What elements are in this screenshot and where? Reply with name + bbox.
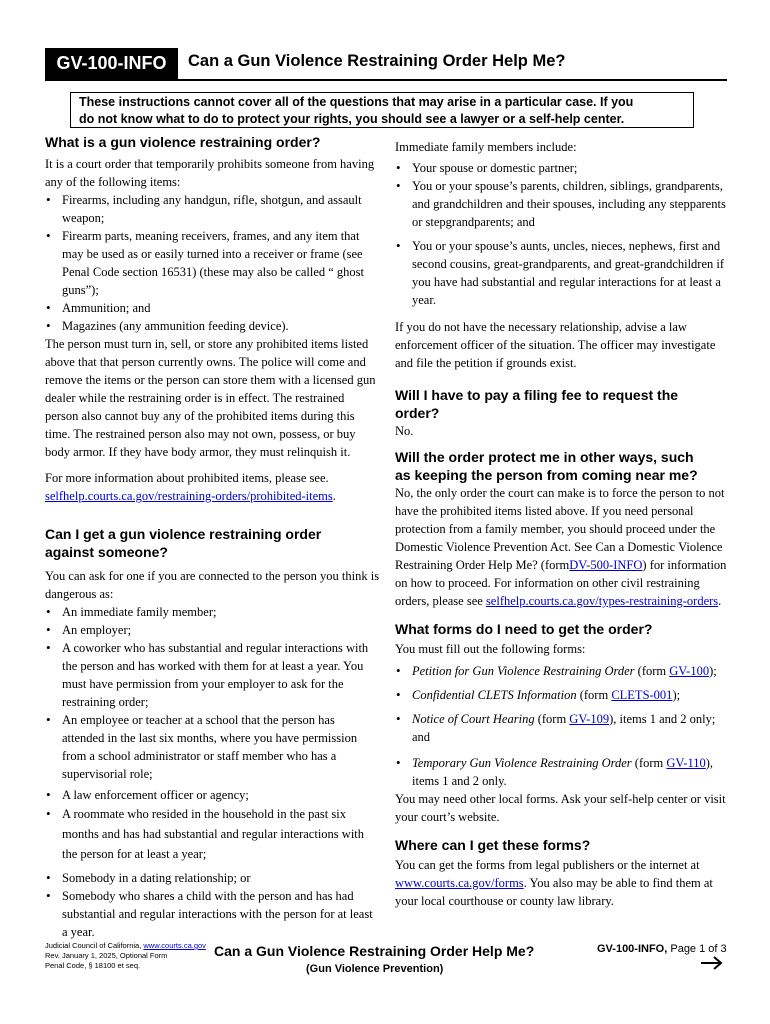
more-info-text: For more information about prohibited items, please see.: [45, 471, 329, 485]
clets-001-link[interactable]: CLETS-001: [611, 688, 673, 702]
list-item: • Confidential CLETS Information (form CLETS-001);: [396, 687, 681, 702]
list-item: • A roommate who resided in the household in the past six months and has had substantial and regular interactions with the person for at least a year;: [46, 806, 365, 861]
gv-110-link[interactable]: GV-110: [666, 756, 706, 770]
left-column: [45, 133, 380, 941]
heading-line-2: against someone?: [45, 544, 168, 560]
notice-box: [70, 92, 694, 128]
footer-council: Judicial Council of California,: [45, 941, 142, 950]
where-text: . You also may be able to find them at your local courthouse or county law library.: [395, 876, 713, 908]
list-item: • Magazines (any ammunition feeding device).: [46, 318, 289, 333]
courts-website-link[interactable]: www.courts.ca.gov: [143, 941, 206, 950]
heading-line-1: Can I get a gun violence restraining order: [45, 526, 322, 542]
protect-text: ) for information on how to proceed. For information on other civil restraining orders, please see: [395, 558, 727, 608]
list-item: • An immediate family member;: [46, 604, 217, 619]
page-number: [597, 943, 727, 955]
list-item: • Firearms, including any handgun, rifle, shotgun, and assault weapon;: [46, 192, 362, 225]
no-relationship-paragraph: If you do not have the necessary relationship, advise a law enforcement officer of the situation. The officer may investigate and file the petition if grounds exist.: [395, 320, 716, 370]
header-rule: [45, 79, 727, 81]
right-column: [395, 138, 730, 910]
notice-line-1: These instructions cannot cover all of the questions that may arise in a particular case. If you: [79, 95, 634, 109]
protect-text: .: [718, 594, 722, 608]
footer-form-id: GV-100-INFO,: [597, 943, 668, 955]
form-id-badge: GV-100-INFO: [45, 48, 178, 79]
prohibited-items-list: [45, 191, 380, 335]
section-heading-can-i-get: [45, 525, 380, 561]
section-intro: It is a court order that temporarily prohibits someone from having any of the following items:: [45, 157, 375, 189]
list-item: • A coworker who has substantial and regular interactions with the person and has worked with them for at least a year. You must have permission from your employer to ask for the restraining order;: [46, 640, 369, 709]
protect-text: (form: [540, 558, 570, 572]
where-text: You can get the forms from legal publishers or the internet at: [395, 858, 700, 872]
gv-100-link[interactable]: GV-100: [669, 664, 710, 678]
list-item: • Firearm parts, meaning receivers, frames, and any item that may be used as or easily turned into a receiver or frame (see Penal Code section 16531) (these may also be called “ ghost guns”);: [46, 228, 365, 297]
gv-109-link[interactable]: GV-109: [569, 712, 610, 726]
list-item: • A law enforcement officer or agency;: [46, 787, 249, 802]
footer-code: Penal Code, § 18100 et seq.: [45, 961, 141, 970]
restraining-orders-link[interactable]: selfhelp.courts.ca.gov/types-restraining-orders: [485, 594, 719, 608]
family-intro: Immediate family members include:: [395, 140, 577, 154]
dv-500-info-link[interactable]: DV-500-INFO: [569, 558, 643, 572]
fee-answer: No.: [395, 424, 414, 438]
next-page-arrow-icon[interactable]: [700, 956, 724, 975]
list-item: • Ammunition; and: [46, 300, 151, 315]
section-heading-protect: [395, 448, 730, 484]
footer-subtitle: (Gun Violence Prevention): [306, 963, 444, 975]
protect-paragraph: [395, 484, 730, 610]
section-heading-forms: What forms do I need to get the order?: [395, 621, 653, 637]
heading-line-2: order?: [395, 405, 440, 421]
list-item: • You or your spouse’s parents, children, siblings, grandparents, and grandchildren and their spouses, including any stepparents or stepgrandparents; and: [396, 178, 726, 229]
prohibited-items-link[interactable]: selfhelp.courts.ca.gov/restraining-orders/prohibited-items: [45, 489, 333, 503]
eligible-petitioners-list: [45, 603, 380, 941]
list-item: • Somebody in a dating relationship; or: [46, 870, 251, 885]
family-members-list: [395, 159, 730, 309]
footer-title: Can a Gun Violence Restraining Order Help Me?: [214, 943, 535, 959]
more-info-paragraph: [45, 469, 380, 505]
courts-forms-link[interactable]: www.courts.ca.gov/forms: [395, 876, 524, 890]
section-body: The person must turn in, sell, or store any prohibited items listed above that that person currently owns. The police will come and remove the items or the person can store them with a licensed gun dealer while the restraining order is in effect. The restrained person also cannot buy any of the prohibited items during this time. The restrained person also may not own, possess, or buy body armor. If they have body armor, they must relinquish it.: [45, 337, 376, 459]
notice-line-2: do not know what to do to protect your rights, you should see a lawyer or a self-help center.: [79, 112, 625, 126]
heading-line-1: Will the order protect me in other ways, such: [395, 449, 694, 465]
list-item: • You or your spouse’s aunts, uncles, nieces, nephews, first and second cousins, great-grandparents, and great-grandchildren if you have had substantial and regular interactions for at least a year.: [396, 238, 725, 307]
list-item: • Notice of Court Hearing (form GV-109), items 1 and 2 only; and: [396, 711, 716, 744]
link-period: .: [332, 489, 336, 503]
forms-intro: You must fill out the following forms:: [395, 642, 586, 656]
list-item: • An employer;: [46, 622, 132, 637]
heading-line-2: as keeping the person from coming near me?: [395, 467, 698, 483]
page-label: Page 1 of 3: [670, 943, 727, 955]
section-heading-what-is: What is a gun violence restraining order?: [45, 134, 321, 150]
local-forms-paragraph: You may need other local forms. Ask your self-help center or visit your court’s website.: [395, 792, 726, 824]
list-item: • Somebody who shares a child with the person and has had substantial and regular interactions with the person for at least a year.: [46, 888, 373, 939]
list-item: • An employee or teacher at a school that the person has attended in the last six months, where you have permission from a school administrator or staff member who has a supervisorial role;: [46, 712, 358, 781]
protect-text: No, the only order the court can make is to force the person to not have the prohibited items listed above. If you need personal protection from a family member, you should proceed under the Domestic Violence Prevention Act. See Can a Domestic Violence Restraining Order Help Me?: [395, 486, 725, 572]
page-title: Can a Gun Violence Restraining Order Help Me?: [188, 52, 566, 70]
list-item: • Your spouse or domestic partner;: [396, 160, 578, 175]
section-intro: You can ask for one if you are connected to the person you think is dangerous as:: [45, 569, 380, 601]
heading-line-1: Will I have to pay a filing fee to request the: [395, 387, 679, 403]
list-item: • Temporary Gun Violence Restraining Order (form GV-110), items 1 and 2 only.: [396, 755, 714, 788]
footer-revision: Rev. January 1, 2025, Optional Form: [45, 951, 168, 960]
where-paragraph: [395, 856, 730, 910]
section-heading-where: Where can I get these forms?: [395, 837, 591, 853]
required-forms-list: [395, 662, 730, 790]
section-heading-filing-fee: [395, 386, 730, 422]
list-item: • Petition for Gun Violence Restraining Order (form GV-100);: [396, 663, 717, 678]
footer-citation: [45, 941, 206, 971]
